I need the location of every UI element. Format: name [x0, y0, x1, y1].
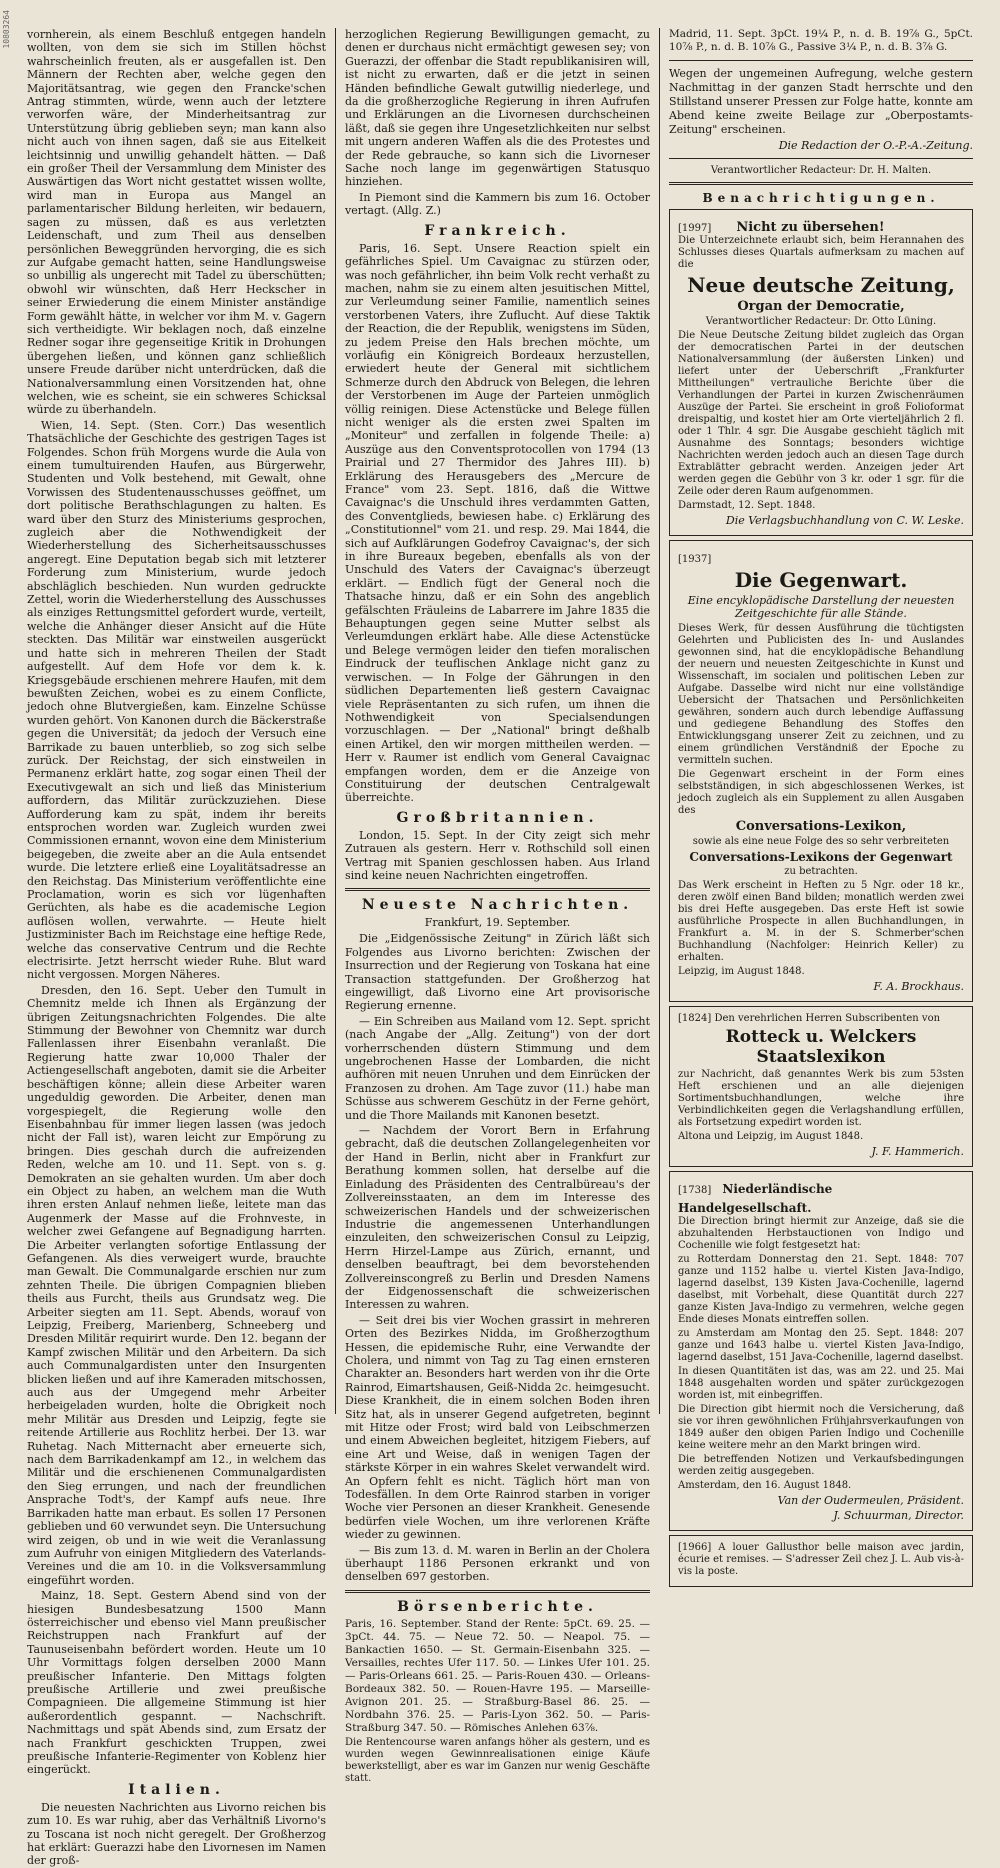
ad-subtitle: Eine encyklopädische Darstellung der neuesten Zeitgeschichte für alle Stände.: [687, 594, 955, 620]
bourse-madrid: Madrid, 11. Sept. 3pCt. 19¼ P., n. d. B. 19⅞ G., 5pCt. 10⅞ P., n. d. B. 10⅞ G., Passive 3¼ P., n. d. B. 3⅞ G.: [669, 28, 973, 53]
ad-signature: J. F. Hammerich.: [871, 1145, 964, 1158]
editorial-notice: Wegen der ungemeinen Aufregung, welche gestern Nachmittag in der ganzen Stadt herrschte und den Stillstand unserer Pressen zur Folge hatte, konnte am Abend keine zweite Beilage zur „Oberpostamts-Zeitung" erscheinen.: [669, 67, 973, 136]
news-zurich: Die „Eidgenössische Zeitung" in Zürich läßt sich Folgendes aus Livorno berichten: Zwischen der Insurrection und der Regierung von Toskana hat eine Transaction stattgefunden. Der Großherzog hat eingewilligt, daß Livorno eine Art provisorische Regierung ernenne.: [345, 932, 650, 1013]
article-london: London, 15. Sept. In der City zeigt sich mehr Zutrauen als gestern. Herr v. Rothschild soll einen Vertrag mit Spanien geschlossen haben. Aus Irland sind keine neuen Nachrichten eingetroffen.: [345, 828, 650, 882]
ad-neue-deutsche-zeitung: [669, 209, 973, 536]
ad-title: Die Gegenwart.: [734, 568, 908, 592]
ad-lexikon-note: sowie als eine neue Folge des so sehr verbreiteten: [692, 836, 950, 847]
column-2: [336, 28, 660, 1784]
latest-news-dateline: Frankfurt, 19. September.: [424, 916, 571, 930]
ad-headline: Nicht zu übersehen!: [736, 220, 885, 235]
ad-signature: Die Verlagsbuchhandlung von C. W. Leske.: [725, 514, 964, 527]
section-heading-italy: Italien.: [128, 1781, 225, 1798]
article-livorno: Die neuesten Nachrichten aus Livorno reichen bis zum 10. Es war ruhig, aber das Verhältniß Livorno's zu Toscana ist noch nicht geregelt. Der Großherzog hat erklärt: Guerazzi habe den Livornesen im Namen der groß-: [27, 1800, 326, 1868]
ad-signature-2: J. Schuurman, Director.: [833, 1509, 964, 1522]
ad-lexikon-title-2: Conversations-Lexikons der Gegenwart: [689, 850, 953, 864]
article-mainz: Mainz, 18. Sept. Gestern Abend sind von der hiesigen Bundesbesatzung 1500 Mann österreichischer und ebenso viel Mann preußischer Reichstruppen nach Frankfurt auf der Taunuseisenbahn befördert worden. Heute um 10 Uhr Vormittags folgen derselben 2000 Mann preußischer Infanterie. Den Mittags folgten preußische Artillerie und zwei preußische Compagnieen. Die allgemeine Stimmung ist hier außerordentlich gespannt. — Nachschrift. Nachmittags und spät Abends sind, zum Ersatz der nach Frankfurt geschickten Truppen, zwei preußische Infanterie-Regimenter von Koblenz hier eingerückt.: [27, 1589, 326, 1777]
responsible-editor: Verantwortlicher Redacteur: Dr. H. Malten.: [710, 165, 932, 176]
ad-place-date: Darmstadt, 12. Sept. 1848.: [678, 500, 816, 511]
ad-body: [1966] A louer Gallusthor belle maison avec jardin, écurie et remises. — S'adresser Zeil chez J. L. Aub vis-à-vis la poste.: [678, 1542, 965, 1577]
ad-body-5: Die Direction gibt hiermit noch die Versicherung, daß sie vor ihren gewöhnlichen Frühjahrsverkaufungen von 1849 außer den obigen Parien Indigo und Cochenille keine weitere mehr an den Markt bringen wird.: [678, 1404, 964, 1451]
divider: [669, 182, 973, 185]
news-bern: — Nachdem der Vorort Bern in Erfahrung gebracht, daß die deutschen Zollangelegenheiten vor der Hand in Berlin, nicht aber in Frankfurt zur Berathung kommen sollen, hat derselbe auf die Einladung des Präsidenten des Centralbüreau's der Zollvereinsstaaten, an dem im Interesse des schweizerischen Handels und der schweizerischen Industrie die angemessenen Unterhandlungen einzuleiten, den schweizerischen Consul zu Leipzig, Herrn Hirzel-Lampe aus Zürich, ernannt, und denselben beauftragt, bei dem bevorstehenden Zollvereinscongreß zu Berlin und Dresden Namens der Eidgenossenschaft die schweizerischen Interessen zu wahren.: [345, 1124, 650, 1312]
article-livorno-cont: herzoglichen Regierung Bewilligungen gemacht, zu denen er durchaus nicht ermächtigt gewesen sey; von Guerazzi, der offenbar die Stadt republikanisiren will, ist nicht zu erwarten, daß er die jetzt in seinen Händen befindliche Gewalt gutwillig niederlege, und da die großherzogliche Regierung in ihren Aufrufen und Erklärungen an die Livornesen durchscheinen läßt, daß sie gegen ihre Ungesetzlichkeiten nur selbst mit ungern anderen Waffen als die des Protestes und der Rede gebrauche, so kann sich die Livorneser Sache noch lange im gegenwärtigen Statusquo hinziehen.: [345, 28, 650, 189]
divider: [669, 158, 973, 159]
ad-place-date: Leipzig, im August 1848.: [678, 966, 805, 977]
article-paris: Paris, 16. Sept. Unsere Reaction spielt ein gefährliches Spiel. Um Cavaignac zu stürzen oder, was noch gefährlicher, ihn beim Volk recht verhaßt zu machen, nahm sie zu einem alten jesuitischen Mittel, zur Verleumdung seiner Familie, namentlich seines verstorbenen Vaters, ihre Zuflucht. Auf diese Taktik der Reaction, die der Republik, wenigstens im Süden, zu jedem Preise den Hals brechen möchte, um vorläufig ein Königreich Bordeaux herzustellen, erwiedert heute der General mit sichtlichem Schmerze durch den Abdruck von Belegen, die lehren der Verstorbenen im Auge der Parteien unmöglich völlig reinigen. Diese Actenstücke und Belege füllen nicht weniger als die ersten zwei Spalten im „Moniteur" und zerfallen in folgende Theile: a) Auszüge aus den Conventsprotocollen von 1794 (13 Prairial und 27 Thermidor des Jahres III). b) Erklärung des Herausgebers des „Mercure de France" vom 23. Sept. 1816, daß die Wittwe Cavaignac's die Unschuld ihres verdammten Gatten, des Conventglieds, bewiesen habe. c) Erklärung des „Constitutionnel" vom 21. und resp. 29. Mai 1844, die sich auf Aufklärungen Godefroy Cavaignac's, der sich in ihre Bureaux begeben, ebenfalls als von der Unschuld des Vaters der Cavaignac's überzeugt erklärt. — Endlich fügt der General noch die Thatsache hinzu, daß er ein Sohn des angeblich gefälschten Fräuleins de Labarrere im Jahre 1835 die Behauptungen gegen seine Mutter selbst als Verleumdungen erklärt habe. Alle diese Actenstücke und Belege vermögen leider den tiefen moralischen Eindruck der teuflischen Anklage nicht ganz zu verwischen. — In Folge der Gährungen in den südlichen Departementen ließ gestern Cavaignac viele Repräsentanten zu sich rufen, um ihnen die Nothwendigkeit von Specialsendungen vorzuschlagen. — Der „National" bringt deßhalb einen Artikel, den wir morgen mittheilen werden. — Herr v. Raumer ist endlich vom General Cavaignac empfangen worden, dem er die Anzeige von Constituirung der deutschen Centralgewalt überreichte.: [345, 241, 650, 805]
bourse-note: Die Rentencourse waren anfangs höher als gestern, und es wurden wegen Gewinnrealisationen einige Käufe bewerkstelligt, aber es war im Ganzen nur wenig Geschäfte statt.: [345, 1736, 650, 1784]
column-1: [18, 28, 336, 1868]
ad-body: Dieses Werk, für dessen Ausführung die tüchtigsten Gelehrten und Publicisten des In- und Auslandes gewonnen sind, hat die encyklopädische Behandlung der neuern und neuesten Zeitgeschichte in Kunst und Wissenschaft, im socialen und politischen Leben zur Aufgabe. Dasselbe wird nicht nur eine vollständige Uebersicht der Thatsachen und Persönlichkeiten gewähren, sondern auch durch lebendige Auffassung und gediegene Behandlung des Stoffes den Entwicklungsgang unserer Zeit zu zeichnen, und zu einem gründlichen Verständniß der Epoche zu vermitteln suchen.: [678, 623, 964, 766]
ad-signature: F. A. Brockhaus.: [873, 980, 964, 993]
ad-number: [1738]: [678, 1185, 712, 1196]
divider: [669, 60, 973, 61]
ad-intro: [1824] Den verehrlichen Herren Subscribenten von: [678, 1013, 941, 1024]
column-layout: [18, 28, 982, 1868]
ad-subtitle: Organ der Democratie,: [737, 299, 905, 314]
ads-heading: Benachrichtigungen.: [702, 191, 940, 205]
ad-body: Die Direction bringt hiermit zur Anzeige, daß sie die abzuhaltenden Herbstauctionen von Indigo und Cochenille wie folgt festgesetzt hat:: [678, 1216, 964, 1251]
ad-editor: Verantwortlicher Redacteur: Dr. Otto Lüning.: [705, 316, 937, 327]
ad-body-6: Die betreffenden Notizen und Verkaufsbedingungen werden zeitig ausgegeben.: [678, 1454, 964, 1477]
article-frankfurt-assembly: vornherein, als einem Beschluß entgegen handeln wollten, von dem sie sich im Stillen höchst wahrscheinlich freuten, als er ausgefallen ist. Den Männern der Rechten aber, welche gegen den Majoritätsantrag, wie gegen den Francke'schen Antrag stimmten, würde, wenn auch der letztere verworfen wäre, der Minderheitsantrag zur Unterstützung übrig geblieben seyn; man kann also nicht auch von ihnen sagen, daß sie aus Eitelkeit leichtsinnig und unwillig gehandelt hätten. — Daß ein großer Theil der Versammlung dem Minister des Auswärtigen das Wort nicht gestattet wissen wollte, wird man in Europa aus Mangel an parlamentarischer Bildung herleiten, wir bedauern, sagen zu müssen, daß es aus verletzten Leidenschaft, und zum Theil aus denselben persönlichen Beweggründen hervorging, die es sich zur Aufgabe gemacht hatten, seine Handlungsweise so unbillig als ungerecht mit Tadel zu überschütten; obwohl wir wünschten, daß Herr Heckscher in seiner Erwiederung die einem Minister anständige Form gewählt hätte, in welcher vor ihm M. v. Gagern sich vertheidigte. Wir beklagen noch, daß einzelne Redner sogar ihre gegenseitige Kritik in Drohungen übergehen ließen, und können ganz schließlich unsere Freude darüber nicht unterdrücken, daß die Nationalversammlung einen Vorsitzenden hat, ohne welchen, wie es scheint, sie ein schweres Schicksal würde zu überhandeln.: [27, 28, 326, 417]
section-divider: [345, 888, 650, 891]
ad-body-2: Die Gegenwart erscheint in der Form eines selbstständigen, in sich abgeschlossenen Werkes, ist jedoch zugleich als ein Supplement zu allen Ausgaben des: [678, 769, 964, 816]
ad-signature: Van der Oudermeulen, Präsident.: [777, 1494, 964, 1507]
section-divider: [345, 1590, 650, 1593]
ad-handelgesellschaft: [669, 1171, 973, 1531]
bourse-paris: Paris, 16. September. Stand der Rente: 5pCt. 69. 25. — 3pCt. 44. 75. — Neue 72. 50. — Neapol. 75. — Bankactien 1650. — St. Germain-Eisenbahn 325. — Versailles, rechtes Ufer 117. 50. — Linkes Ufer 101. 25. — Paris-Orleans 661. 25. — Paris-Rouen 430. — Orleans-Bordeaux 382. 50. — Rouen-Havre 195. — Marseille-Avignon 201. 25. — Straßburg-Basel 86. 25. — Nordbahn 376. 25. — Paris-Lyon 362. 50. — Paris-Straßburg 347. 50. — Römisches Anlehen 63⅞.: [345, 1617, 650, 1734]
news-nidda: — Seit drei bis vier Wochen grassirt in mehreren Orten des Bezirkes Nidda, im Großherzogthum Hessen, die epidemische Ruhr, eine Verwandte der Cholera, und nimmt von Tag zu Tag einen ernsteren Charakter an. Besonders hart werden von ihr die Orte Rainrod, Eimartshausen, Geiß-Nidda 2c. heimgesucht. Diese Krankheit, die in einem solchen Boden ihren Sitz hat, als in unserer Gegend aufgetreten, beginnt mit Hitze oder Frost; wird bald von Leibschmerzen und einem Abweichen begleitet, hitzigem Fiebers, auf eine Art und Weise, daß in wenigen Tagen der stärkste Körper in ein wahres Skelet verwandelt wird. An Opfern fehlt es nicht. Täglich hört man von Todesfällen. In dem Orte Rainrod starben in voriger Woche vier Personen an dieser Krankheit. Genesende bedürfen viele Wochen, um ihre verlorenen Kräfte wieder zu gewinnen.: [345, 1313, 650, 1542]
ad-a-louer: [669, 1535, 973, 1587]
ad-place-date: Altona und Leipzig, im August 1848.: [678, 1131, 864, 1142]
ad-price: Das Werk erscheint in Heften zu 5 Ngr. oder 18 kr., deren zwölf einen Band bilden; monatlich werden zwei bis drei Hefte ausgegeben. Das erste Heft ist sowie ausführliche Prospecte in allen Buchhandlungen, in Frankfurt a. M. in der S. Schmerber'schen Buchhandlung (Nachfolger: Heinrich Keller) zu erhalten.: [678, 880, 964, 963]
article-dresden: Dresden, den 16. Sept. Ueber den Tumult in Chemnitz melde ich Ihnen als Ergänzung der übrigen Zeitungsnachrichten Folgendes. Die alte Stimmung der Bewohner von Chemnitz war durch Fallenlassen ihrer Eisenbahn veranlaßt. Die Regierung hatte zwar 10,000 Thaler der Actiengesellschaft angeboten, damit sie die Arbeiter beschäftigen könne; allein diese Arbeiter waren ungeduldig geworden. Die Arbeiter, denen man vorgespiegelt, die Regierung wolle den Eisenbahnbau für immer liegen lassen (was jedoch nicht der Fall ist), waren leicht zur Empörung zu bringen. Dies geschah durch die aufreizenden Reden, welche am 10. und 11. Sept. von s. g. Demokraten an sie gehalten wurden. Um aber doch ein Object zu haben, an welchem man die Wuth ihren ersten Anlauf nehmen ließe, leitete man das Augenmerk der Masse auf die Frohnveste, in welcher zwei Gefangene auf Begnadigung harrten. Die Arbeiter verlangten sofortige Entlassung der Gefangenen. Als dies verweigert wurde, brauchte man Gewalt. Die Communalgarde erschien nur zum zehnten Theile. Die übrigen Compagnien blieben theils aus Furcht, theils aus Grundsatz weg. Die Arbeiter siegten am 11. Sept. Abends, worauf von Leipzig, Freiberg, Marienberg, Schneeberg und Dresden Militär requirirt wurde. Den 12. begann der Kampf zwischen Militär und den Arbeitern. Da sich auch Communalgardisten unter den Insurgenten blicken ließen und auf ihre Kameraden mitschossen, auch aus der Umgegend mehr Arbeiter herbeigeladen wurden, holte die Obrigkeit noch mehr Militär aus Dresden und Leipzig, fegte sie reitende Artillerie aus Rochlitz herbei. Der 13. war Ruhetag. Nach Mitternacht aber erneuerte sich, nach dem Barrikadenkampf am 12., in welchem das Militär und die erschienenen Communalgardisten den Sieg errungen, und nach der freundlichen Ansprache Todt's, der Kampf aufs neue. Ihre Barrikaden hatte man erbaut. Es sollen 17 Personen geblieben und 60 verwundet seyn. Die Untersuchung wird zeigen, ob und in wie weit die Veranlassung zum Aufruhr von einigen Mitgliedern des Vaterlands-Vereines und die am 10. in die Volksversammlung eingeführt worden.: [27, 983, 326, 1587]
ad-title: Neue deutsche Zeitung,: [687, 273, 955, 297]
news-milan: — Ein Schreiben aus Mailand vom 12. Sept. spricht (nach Angabe der „Allg. Zeitung") von der dort vorherrschenden düstern Stimmung und dem ungebrochenen Hasse der Lombarden, die nicht aufhören mit neuen Unruhen und dem Einrücken der Franzosen zu drohen. Am Tage zuvor (11.) habe man Schüsse aus schwerem Geschütz in der Ferne gehört, und die Thore Mailands mit Kanonen besetzt.: [345, 1014, 650, 1122]
section-heading-france: Frankreich.: [424, 222, 571, 239]
ad-number: [1997]: [678, 223, 712, 234]
ad-place-date: Amsterdam, den 16. August 1848.: [678, 1480, 852, 1491]
ad-body: Die Neue Deutsche Zeitung bildet zugleich das Organ der democratischen Partei in der deutschen Nationalversammlung (der äußersten Linken) und liefert unter der Ueberschrift „Frankfurter Mittheilungen" vertrauliche Berichte über die Verhandlungen der Partei in kurzen Zwischenräumen Auszüge der Partei. Sie erscheint in groß Folioformat dreispaltig, und kostet hier am Orte vierteljährlich 2 fl. oder 1 Thlr. 4 sgr. Die Ausgabe geschieht täglich mit Ausnahme des Sonntags; besonders wichtige Nachrichten werden jedoch auch an diesen Tage durch Extrablätter gebracht werden. Anzeigen jeder Art werden gegen die Gebühr von 3 kr. oder 1 sgr. für die Zeile oder deren Raum aufgenommen.: [678, 330, 964, 497]
ad-rotterdam: zu Rotterdam Donnerstag den 21. Sept. 1848: 707 ganze und 1152 halbe u. viertel Kisten Java-Indigo, lagernd daselbst, 139 Kisten Java-Cochenille, lagernd daselbst, mit Vorbehalt, diese Quantität durch 227 ganze Kisten Java-Indigo zu vermehren, welche gegen Ende dieses Monats eintreffen sollen.: [678, 1254, 964, 1325]
ad-number: [1937]: [678, 554, 712, 565]
section-heading-bourse: Börsenberichte.: [397, 1598, 598, 1615]
ad-intro: Die Unterzeichnete erlaubt sich, beim Herannahen des Schlusses dieses Quartals aufmerksam zu machen auf die: [678, 235, 964, 270]
section-heading-britain: Großbritannien.: [396, 809, 599, 826]
ad-staatslexikon: [669, 1006, 973, 1167]
ad-lexikon-note-2: zu betrachten.: [784, 866, 858, 877]
article-vienna: Wien, 14. Sept. (Sten. Corr.) Das wesentlich Thatsächliche der Geschichte des gestrigen Tages ist Folgendes. Schon früh Morgens wurde die Aula von einem tumultuirenden Haufen, aus Bürgerwehr, Studenten und Volk bestehend, mit Gewalt, ohne Vorwissen des Studentenausschusses geöffnet, um dort politische Berathschlagungen zu halten. Es ward über den Sturz des Ministeriums gesprochen, zugleich aber die Nothwendigkeit der Wiederherstellung des Sicherheitsausschusses angeregt. Eine Deputation begab sich mit letzterer Forderung zum Ministerium, wurde jedoch abschläglich beschieden. Nun wurden gedruckte Zettel, worin die Wiederherstellung des Ausschusses als einziges Rettungsmittel gefordert wurde, verteilt, welche die Anhänger dieser Ansicht auf die Hüte steckten. Das Militär war einstweilen ausgerückt und hatte sich in mehreren Theilen der Stadt aufgestellt. Auf dem Hofe vor dem k. k. Kriegsgebäude erschienen mehrere Haufen, mit dem bewußten Zeichen, wobei es zu einem Conflicte, jedoch ohne Blutvergießen, kam. Einzelne Schüsse wurden gehört. Von Kanonen durch die Bäckerstraße gegen die Universität; da jedoch der Versuch eine Barrikade zu bauen unterblieb, so zog sich selbe zurück. Der Reichstag, der sich einstweilen in Permanenz erklärt hatte, zog sogar einen Theil der Executivgewalt an sich und ließ das Ministerium auffordern, das Militär zurückzuziehen. Diese Aufforderung kam zu spät, indem ihr bereits entsprochen worden war. Zugleich wurden zwei Commissionen ernannt, wovon eine dem Ministerium beigegeben, die zweite aber an die Aula entsendet wurde. Die letztere erließ eine Loyalitätsadresse an den Reichstag. Das Ministerium veröffentlichte eine Proclamation, worin es sich vor lügenhaften Gerüchten, als habe es die academische Legion auflösen wollen, verwahrte. — Heute hielt Justizminister Bach im Reichstage eine heftige Rede, welche das conservative Centrum und die Rechte electrisirte. Jetzt herrscht wieder Ruhe. Blut ward nicht vergossen. Morgen Näheres.: [27, 418, 326, 982]
article-piemont: In Piemont sind die Kammern bis zum 16. October vertagt. (Allg. Z.): [345, 190, 650, 218]
ad-die-gegenwart: [669, 540, 973, 1002]
ad-amsterdam: zu Amsterdam am Montag den 25. Sept. 1848: 207 ganze und 1643 halbe u. viertel Kisten Java-Indigo, lagernd daselbst, 151 Java-Cochenille, lagernd daselbst.: [678, 1328, 964, 1363]
ad-title: Niederländische Handelgesellschaft.: [678, 1182, 833, 1215]
ad-body-4: In diesen Quantitäten ist das, was am 22. und 25. Mai 1848 ausgehalten worden und später zurückgezogen worden ist, mit einbegriffen.: [678, 1366, 964, 1401]
ad-title: Rotteck u. Welckers Staatslexikon: [725, 1027, 917, 1067]
side-archive-code: 10803264: [2, 10, 11, 49]
news-berlin-cholera: — Bis zum 13. d. M. waren in Berlin an der Cholera überhaupt 1186 Personen erkrankt und von denselben 697 gestorben.: [345, 1543, 650, 1584]
section-heading-latest-news: Neueste Nachrichten.: [361, 897, 634, 914]
ad-body: zur Nachricht, daß genanntes Werk bis zum 53sten Heft erschienen und an alle diejenigen Sortimentsbuchhandlungen, welche ihre Verbindlichkeiten gegen die Verlagshandlung erfüllen, als Fortsetzung expedirt worden ist.: [678, 1069, 964, 1128]
ad-lexikon-title: Conversations-Lexikon,: [735, 819, 907, 834]
column-3: [660, 28, 982, 1577]
editorial-notice-signature: Die Redaction der O.-P.-A.-Zeitung.: [778, 139, 973, 152]
